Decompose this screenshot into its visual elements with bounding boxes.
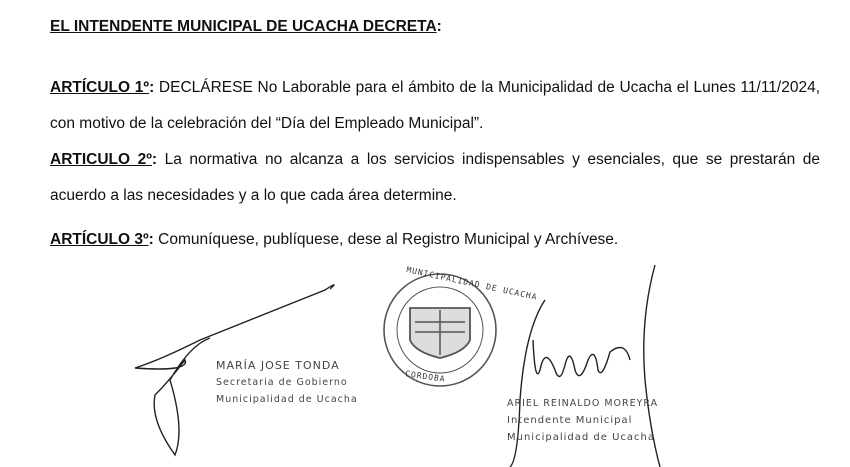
article-2: ARTICULO 2º: La normativa no alcanza a los servicios indispensables y esenciales, que se prestarán de acuerdo a las necesidades y a lo que cada área determine. [50,151,820,204]
seal-top-text: MUNICIPALIDAD DE UCACHA [405,265,539,302]
decree-heading: EL INTENDENTE MUNICIPAL DE UCACHA DECRETA: [50,18,442,35]
article-1: ARTÍCULO 1º: DECLÁRESE No Laborable para el ámbito de la Municipalidad de Ucacha el Lunes 11/11/2024, con motivo de la celebración del “Día del Empleado Municipal”. [50,79,820,132]
signatory-tonda: MARÍA JOSE TONDA Secretaria de Gobierno Municipalidad de Ucacha [216,359,358,405]
signatory-moreyra: ARIEL REINALDO MOREYRA Intendente Municipal Municipalidad de Ucacha [507,398,659,443]
seal-bottom-text: CORDOBA [404,369,447,384]
municipal-seal [384,274,496,386]
article-3: ARTÍCULO 3º: Comuníquese, publíquese, dese al Registro Municipal y Archívese. [50,231,619,248]
